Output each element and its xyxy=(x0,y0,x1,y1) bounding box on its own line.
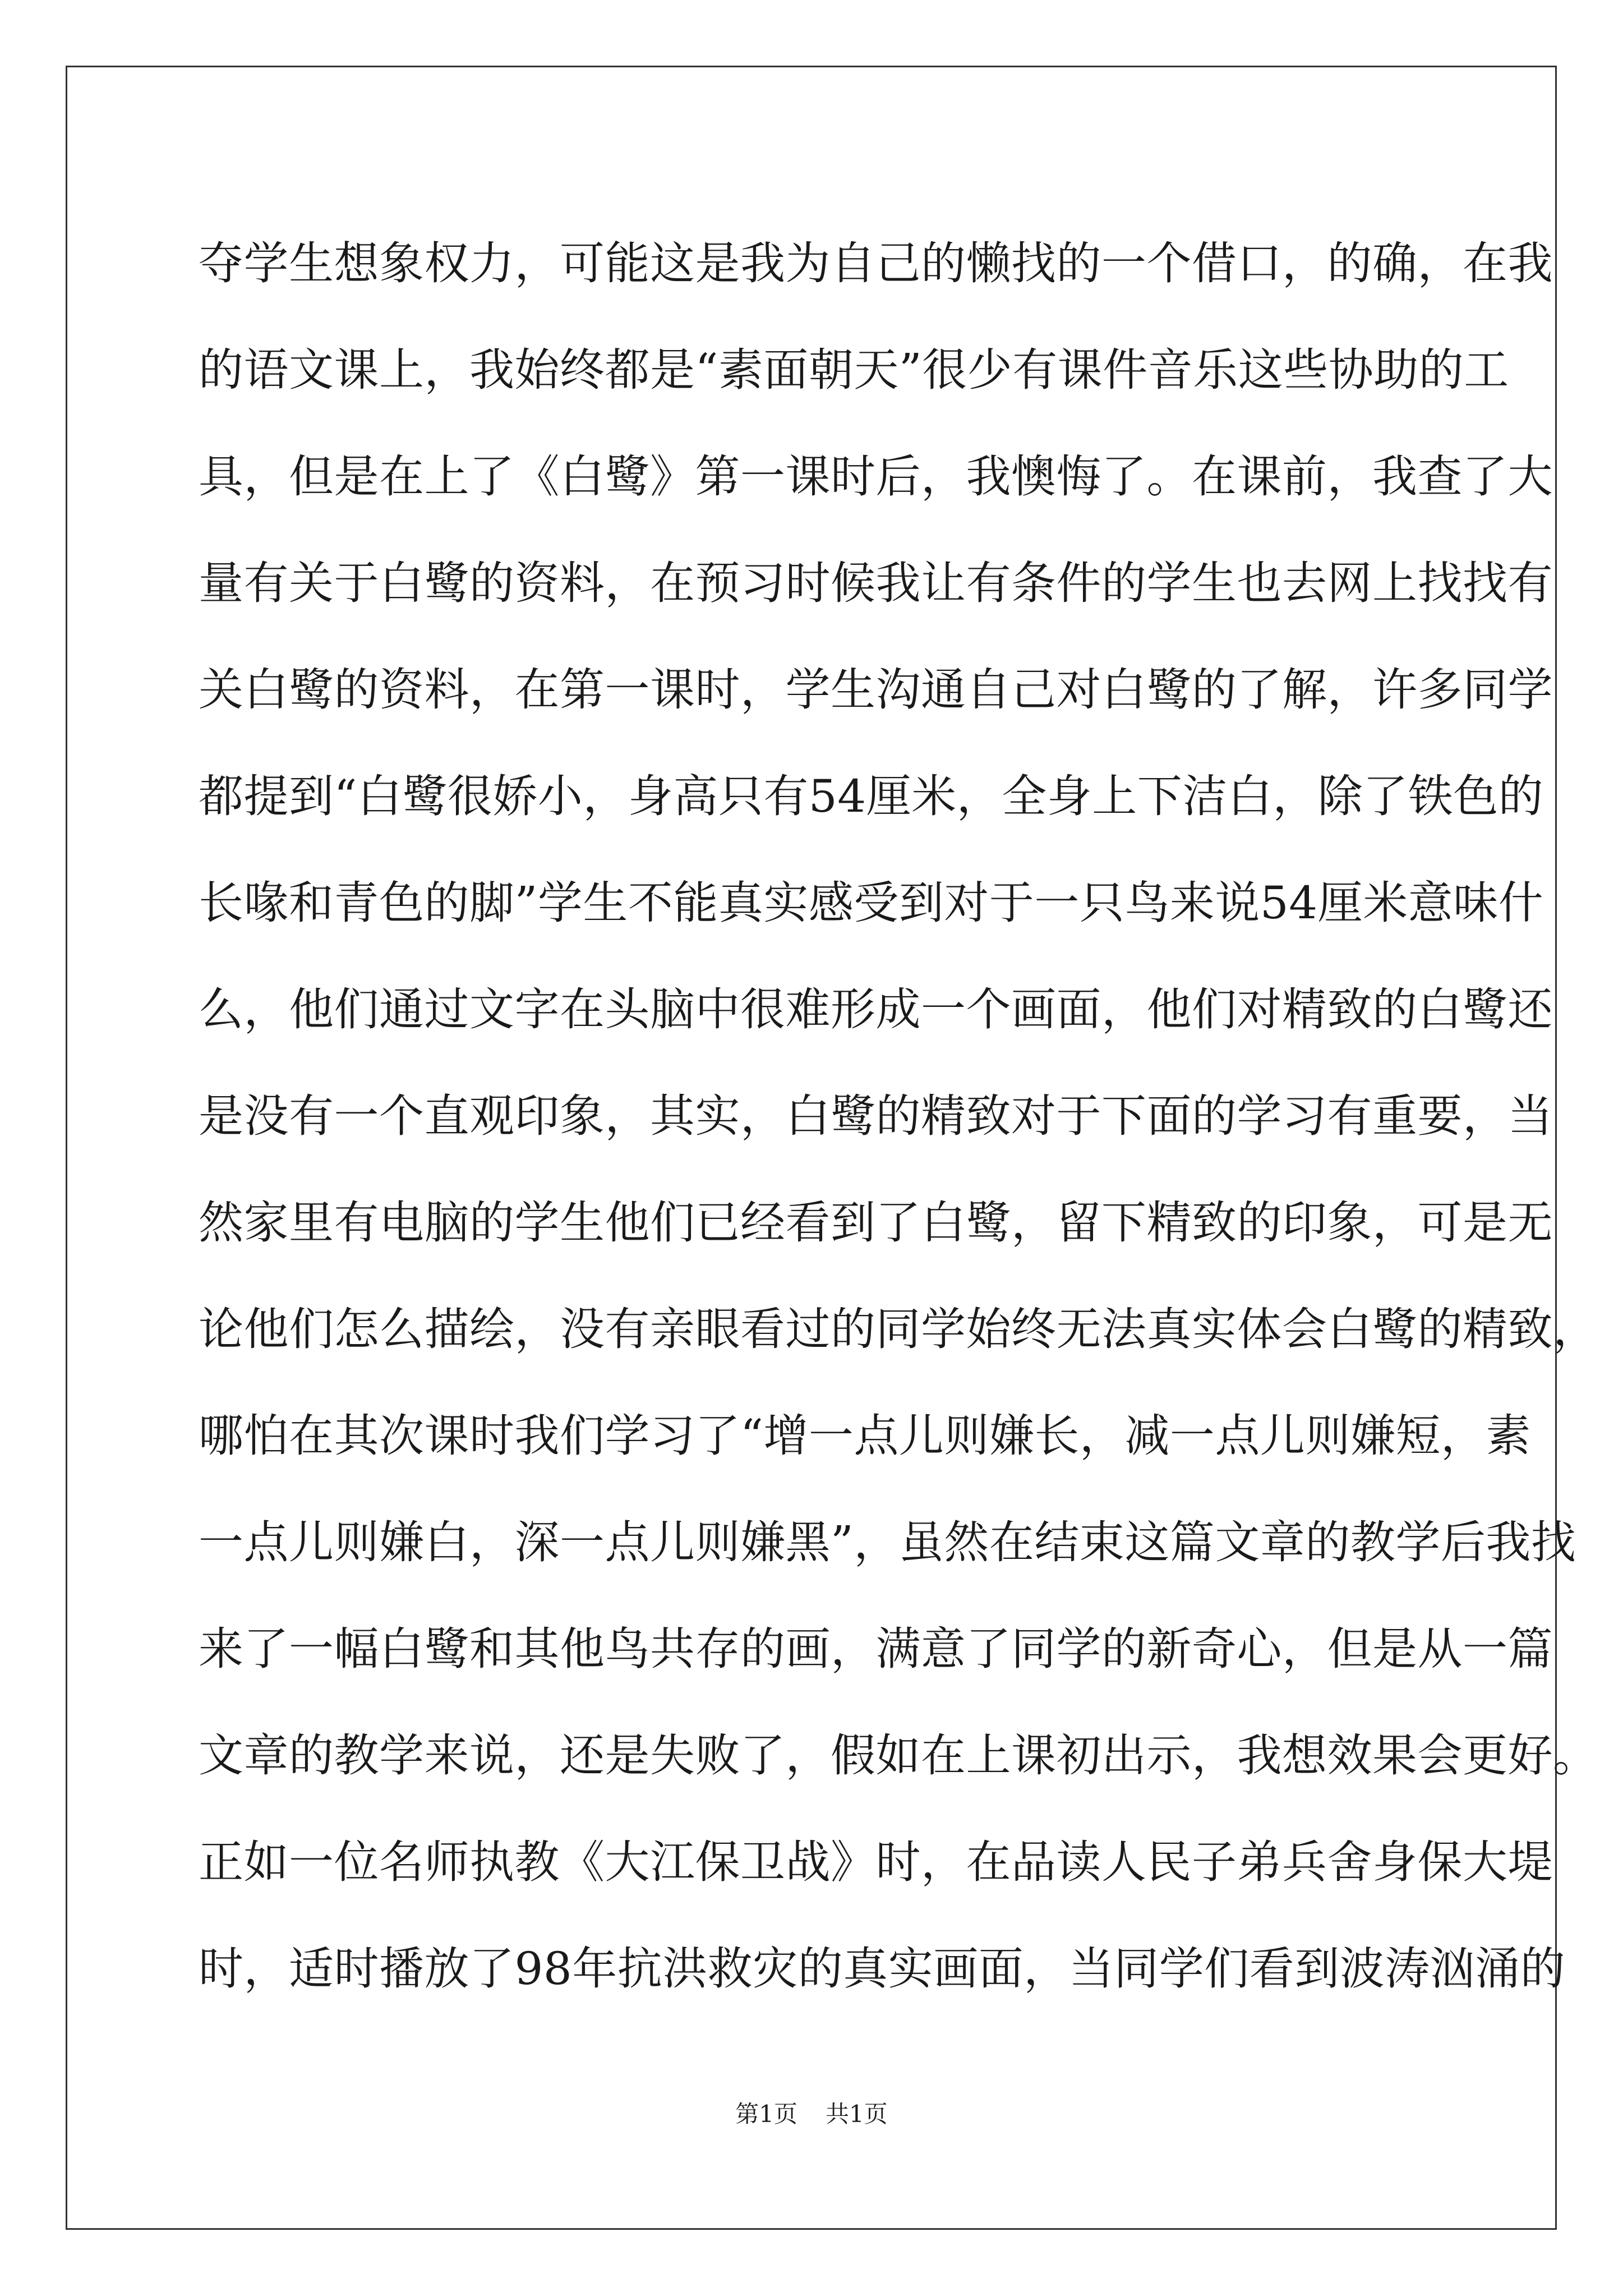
text-line: 哪怕在其次课时我们学习了“增一点儿则嫌长，减一点儿则嫌短，素 xyxy=(199,1410,1531,1462)
text-line: 夺学生想象权力，可能这是我为自己的懒找的一个借口，的确，在我 xyxy=(199,237,1553,289)
page-footer xyxy=(0,2096,1623,2129)
text-line: 论他们怎么描绘，没有亲眼看过的同学始终无法真实体会白鹭的精致， xyxy=(199,1303,1598,1355)
text-line: 然家里有电脑的学生他们已经看到了白鹭，留下精致的印象，可是无 xyxy=(199,1197,1553,1249)
page-number: 第1页 xyxy=(735,2100,797,2128)
document-body xyxy=(199,210,1598,2022)
page-total: 共1页 xyxy=(826,2100,888,2128)
text-line: 的语文课上，我始终都是“素面朝天”很少有课件音乐这些协助的工 xyxy=(199,344,1509,396)
text-line: 来了一幅白鹭和其他鸟共存的画，满意了同学的新奇心，但是从一篇 xyxy=(199,1623,1553,1675)
text-line: 具，但是在上了《白鹭》第一课时后，我懊悔了。在课前，我查了大 xyxy=(199,450,1553,503)
text-line: 量有关于白鹭的资料，在预习时候我让有条件的学生也去网上找找有 xyxy=(199,557,1553,609)
text-line: 一点儿则嫌白，深一点儿则嫌黑”，虽然在结束这篇文章的教学后我找 xyxy=(199,1516,1576,1568)
text-line: 关白鹭的资料，在第一课时，学生沟通自己对白鹭的了解，许多同学 xyxy=(199,664,1553,716)
text-line: 么，他们通过文字在头脑中很难形成一个画面，他们对精致的白鹭还 xyxy=(199,983,1553,1036)
text-line: 都提到“白鹭很娇小，身高只有54厘米，全身上下洁白，除了铁色的 xyxy=(199,770,1544,822)
text-line: 长喙和青色的脚”学生不能真实感受到对于一只鸟来说54厘米意味什 xyxy=(199,877,1544,929)
text-line: 正如一位名师执教《大江保卫战》时，在品读人民子弟兵舍身保大堤 xyxy=(199,1836,1553,1888)
text-line: 时，适时播放了98年抗洪救灾的真实画面，当同学们看到波涛汹涌的 xyxy=(199,1943,1566,1995)
text-line: 文章的教学来说，还是失败了，假如在上课初出示，我想效果会更好。 xyxy=(199,1729,1598,1782)
text-line: 是没有一个直观印象，其实，白鹭的精致对于下面的学习有重要，当 xyxy=(199,1090,1553,1142)
